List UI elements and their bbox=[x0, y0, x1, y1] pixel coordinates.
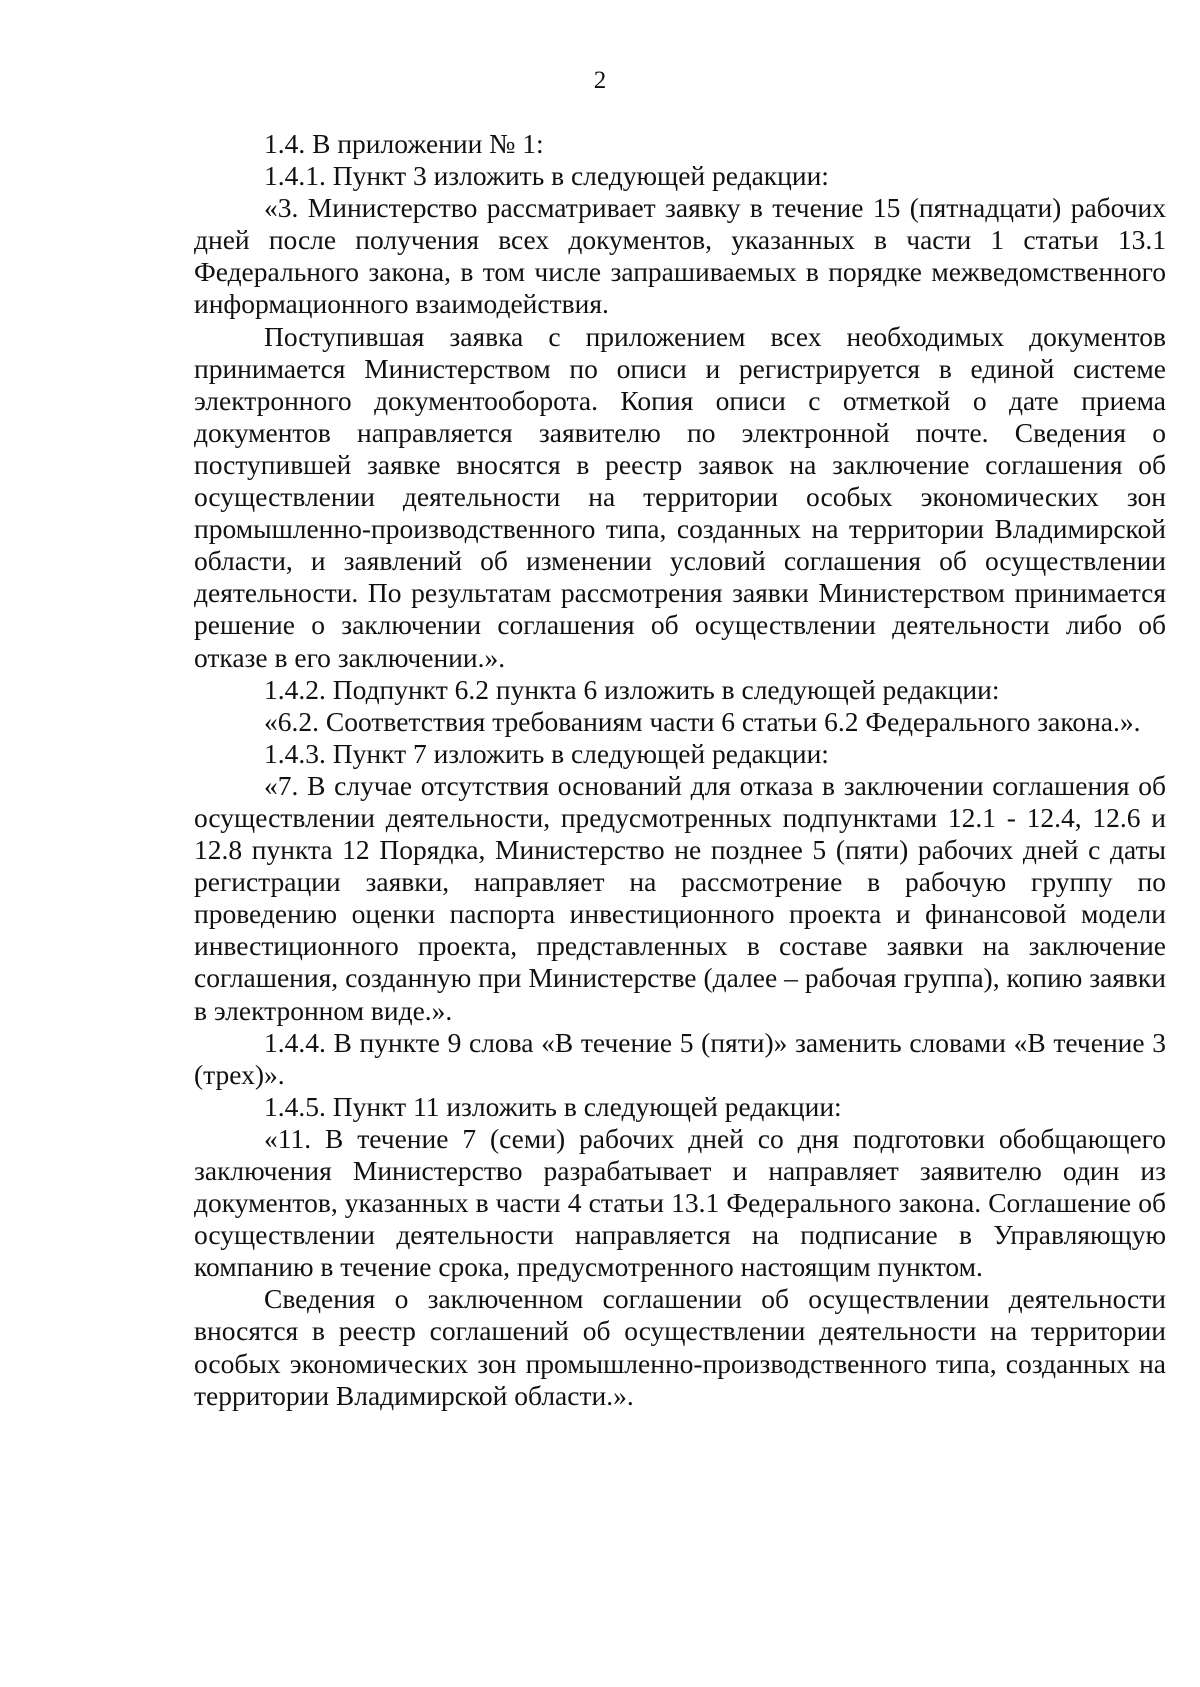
paragraph-1-4-4: 1.4.4. В пункте 9 слова «В течение 5 (пяти)» заменить словами «В течение 3 (трех)». bbox=[194, 1026, 1166, 1090]
paragraph-1-4-3: 1.4.3. Пункт 7 изложить в следующей редакции: bbox=[264, 737, 829, 769]
paragraph-1-4-1: 1.4.1. Пункт 3 изложить в следующей редакции: bbox=[264, 160, 829, 192]
paragraph-subpoint-6-2: «6.2. Соответствия требованиям части 6 статьи 6.2 Федерального закона.». bbox=[264, 705, 1141, 737]
paragraph-1-4-5: 1.4.5. Пункт 11 изложить в следующей редакции: bbox=[264, 1090, 842, 1122]
paragraph-1-4-2: 1.4.2. Подпункт 6.2 пункта 6 изложить в следующей редакции: bbox=[264, 673, 1000, 705]
paragraph-1-4: 1.4. В приложении № 1: bbox=[264, 128, 544, 159]
paragraph-point-11: «11. В течение 7 (семи) рабочих дней со дня подготовки обобщающего заключения Министерство разрабатывает и направляет заявителю один из документов, указанных в части 4 статьи 13.1 Федерального закона. Соглашение об осуществлении деятельности направляется на подписание в Управляющую компанию в течение срока, предусмотренного настоящим пунктом. bbox=[194, 1122, 1166, 1283]
paragraph-point-3: «3. Министерство рассматривает заявку в течение 15 (пятнадцати) рабочих дней после получения всех документов, указанных в части 1 статьи 13.1 Федерального закона, в том числе запрашиваемых в порядке межведомственного информационного взаимодействия. bbox=[194, 192, 1166, 320]
paragraph-application-received: Поступившая заявка с приложением всех необходимых документов принимается Министерством по описи и регистрируется в единой системе электронного документооборота. Копия описи с отметкой о дате приема документов направляется заявителю по электронной почте. Сведения о поступившей заявке вносятся в реестр заявок на заключение соглашения об осуществлении деятельности на территории особых экономических зон промышленно-производственного типа, созданных на территории Владимирской области, и заявлений об изменении условий соглашения об осуществлении деятельности. По результатам рассмотрения заявки Министерством принимается решение о заключении соглашения об осуществлении деятельности либо об отказе в его заключении.». bbox=[194, 320, 1166, 673]
document-body bbox=[194, 128, 1166, 1412]
page-number: 2 bbox=[593, 67, 607, 94]
paragraph-registry-information: Сведения о заключенном соглашении об осуществлении деятельности вносятся в реестр соглашений об осуществлении деятельности на территории особых экономических зон промышленно-производственного типа, созданных на территории Владимирской области.». bbox=[194, 1283, 1166, 1411]
paragraph-point-7: «7. В случае отсутствия оснований для отказа в заключении соглашения об осуществлении деятельности, предусмотренных подпунктами 12.1 - 12.4, 12.6 и 12.8 пункта 12 Порядка, Министерство не позднее 5 (пяти) рабочих дней с даты регистрации заявки, направляет на рассмотрение в рабочую группу по проведению оценки паспорта инвестиционного проекта и финансовой модели инвестиционного проекта, представленных в составе заявки на заключение соглашения, созданную при Министерстве (далее – рабочая группа), копию заявки в электронном виде.». bbox=[194, 769, 1166, 1026]
